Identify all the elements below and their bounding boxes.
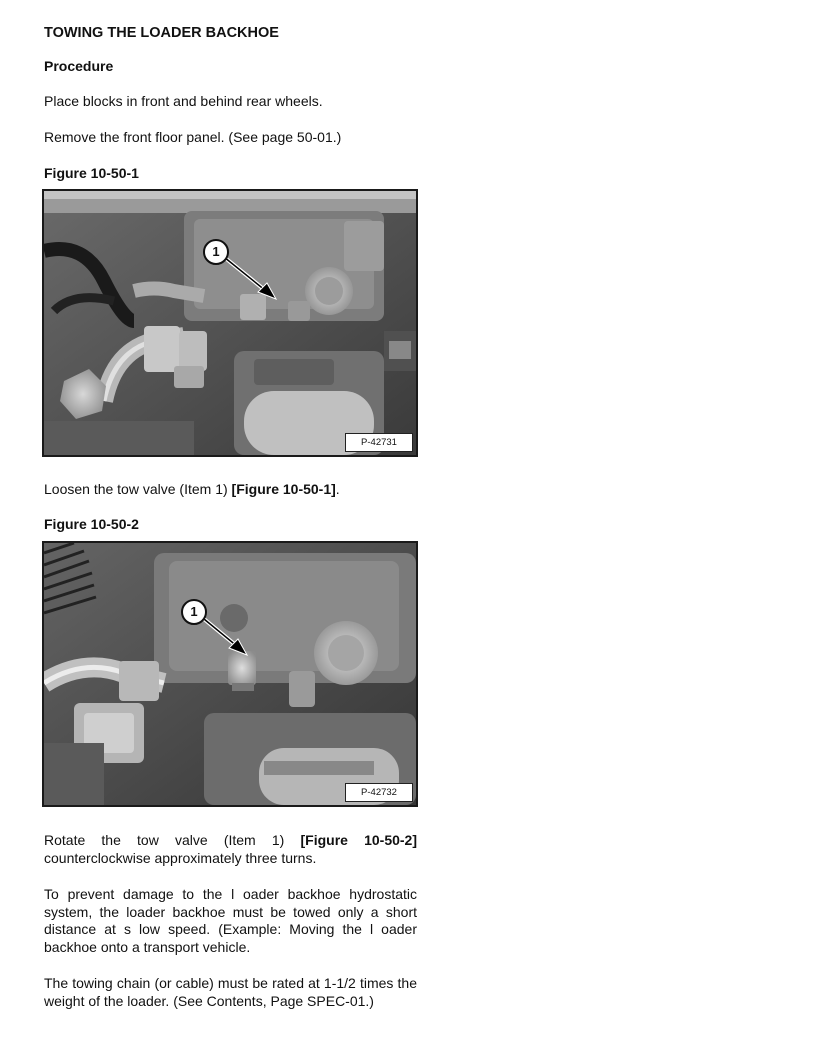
procedure-heading: Procedure xyxy=(44,58,114,74)
towing-chain-paragraph: The towing chain (or cable) must be rated at 1-1/2 times the weight of the loader. (See Contents, Page SPEC-01.) xyxy=(44,975,417,1009)
engine-valve-photo-2 xyxy=(44,543,416,805)
step-remove-floor-panel: Remove the front floor panel. (See page 50-01.) xyxy=(44,129,342,145)
damage-warning-paragraph: To prevent damage to the l oader backhoe hydrostatic system, the loader backhoe must be towed only a short distance at s low speed. (Example: Moving the l oader backhoe onto a transport vehicle. xyxy=(44,886,417,955)
figure-1-photo-number: P-42731 xyxy=(345,433,413,452)
figure-1-photo xyxy=(42,189,418,457)
figure-2-caption: Figure 10-50-2 xyxy=(44,516,139,532)
page-title: TOWING THE LOADER BACKHOE xyxy=(44,25,279,41)
engine-valve-photo-1 xyxy=(44,191,416,455)
figure-1-caption: Figure 10-50-1 xyxy=(44,165,139,181)
step-loosen-tow-valve xyxy=(44,481,417,499)
step-loosen-figure-ref: [Figure 10-50-1] xyxy=(231,481,336,497)
step-loosen-text: Loosen the tow valve (Item 1) xyxy=(44,481,232,497)
figure-2-photo xyxy=(42,541,418,807)
step-rotate-text: Rotate the tow valve (Item 1) xyxy=(44,832,301,848)
step-loosen-end: . xyxy=(335,481,340,497)
step-rotate-figure-ref: [Figure 10-50-2] xyxy=(300,832,418,848)
step-rotate-end: counterclockwise approximately three turns. xyxy=(44,849,317,866)
figure-2-photo-number: P-42732 xyxy=(345,783,413,802)
figure-1-callout: 1 xyxy=(203,239,229,265)
figure-2-callout: 1 xyxy=(181,599,207,625)
step-rotate-tow-valve xyxy=(44,832,417,867)
step-place-blocks: Place blocks in front and behind rear wheels. xyxy=(44,93,323,109)
